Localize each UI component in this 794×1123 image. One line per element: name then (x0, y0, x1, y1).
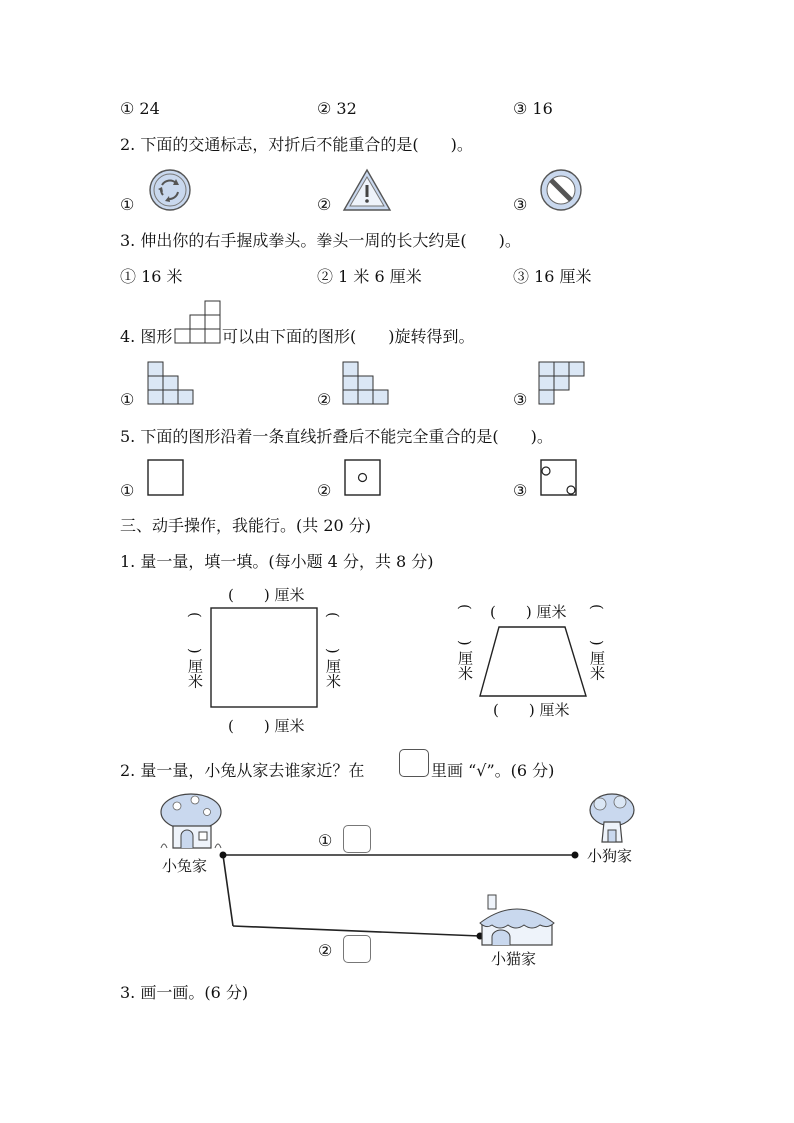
warning-triangle-sign-icon (342, 168, 392, 212)
q5-stem: 5. 下面的图形沿着一条直线折叠后不能完全重合的是( )。 (120, 427, 553, 446)
route-1-mark: ① (318, 831, 333, 850)
checkbox-sample (399, 749, 429, 777)
q4-mark-1: ① (120, 390, 135, 409)
q4-option-2-shape (343, 361, 389, 407)
part3-stem: 3. 画一画。(6 分) (120, 983, 249, 1002)
square-bottom-label: ( ) 厘米 (228, 717, 305, 735)
square-left-label: ( ) 厘米 (186, 612, 204, 689)
trapezoid-right-label: ( ) 厘米 (588, 604, 606, 681)
part2-stem-prefix: 2. 量一量，小兔从家去谁家近？在 (120, 761, 365, 780)
trapezoid-top-label: ( ) 厘米 (490, 603, 567, 621)
route-2-mark: ② (318, 941, 333, 960)
q5-mark-2: ② (317, 481, 332, 500)
cat-house-label: 小猫家 (491, 950, 537, 968)
q4-option-1-shape (148, 361, 194, 407)
q1-option-1: ① 24 (120, 99, 160, 118)
q5-option-2-square-circle (344, 459, 382, 497)
measure-trapezoid (478, 626, 588, 698)
q3-option-3: ③ 16 厘米 (513, 267, 592, 286)
q1-option-2: ② 32 (317, 99, 357, 118)
part1-stem: 1. 量一量，填一填。(每小题 4 分，共 8 分) (120, 552, 434, 571)
route-2-answer-box[interactable] (343, 935, 371, 963)
q4-reference-shape (175, 300, 221, 344)
trapezoid-bottom-label: ( ) 厘米 (493, 701, 570, 719)
q5-option-3-square-two-circles (540, 459, 578, 497)
q5-option-1-square (147, 459, 185, 497)
section-heading: 三、动手操作，我能行。(共 20 分) (120, 516, 372, 535)
q3-stem: 3. 伸出你的右手握成拳头。拳头一周的长大约是( )。 (120, 231, 521, 250)
q4-mark-3: ③ (513, 390, 528, 409)
trapezoid-left-label: ( ) 厘米 (456, 604, 474, 681)
q4-option-3-shape (539, 361, 585, 407)
q3-option-2: ② 1 米 6 厘米 (317, 267, 422, 286)
mushroom-house-icon (155, 790, 227, 854)
roundabout-sign-icon (148, 168, 192, 212)
part2-stem-suffix: 里画 “√”。(6 分) (431, 761, 555, 780)
dog-house-label: 小狗家 (587, 847, 633, 865)
square-top-label: ( ) 厘米 (228, 586, 305, 604)
igloo-house-icon (478, 893, 556, 949)
q1-option-3: ③ 16 (513, 99, 553, 118)
q5-mark-3: ③ (513, 481, 528, 500)
square-right-label: ( ) 厘米 (324, 612, 342, 689)
q4-stem-suffix: 可以由下面的图形( )旋转得到。 (222, 327, 475, 346)
tree-house-icon (586, 792, 638, 844)
measure-square (210, 607, 320, 709)
q2-mark-3: ③ (513, 195, 528, 214)
q4-mark-2: ② (317, 390, 332, 409)
q2-mark-1: ① (120, 195, 135, 214)
no-entry-circle-sign-icon (539, 168, 583, 212)
route-1-answer-box[interactable] (343, 825, 371, 853)
q2-mark-2: ② (317, 195, 332, 214)
q5-mark-1: ① (120, 481, 135, 500)
q3-option-1: ① 16 米 (120, 267, 183, 286)
rabbit-house-label: 小兔家 (162, 857, 208, 875)
q4-stem-prefix: 4. 图形 (120, 327, 173, 346)
q2-stem: 2. 下面的交通标志，对折后不能重合的是( )。 (120, 135, 473, 154)
